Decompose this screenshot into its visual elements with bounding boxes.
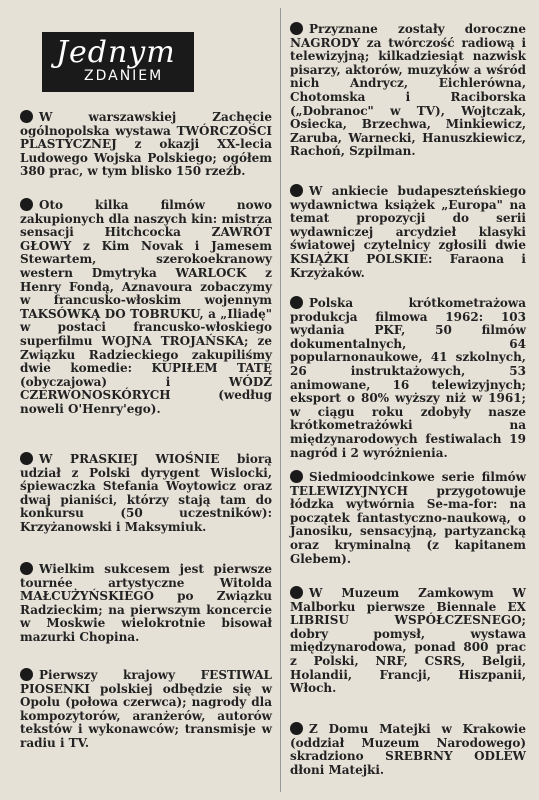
- news-item-text: Z Domu Matejki w Krakowie (oddział Muzeum Narodowego) skradziono SREBRNY ODLEW dłoni Matejki.: [290, 722, 526, 777]
- news-item: [290, 722, 526, 777]
- bullet-icon: [20, 452, 33, 465]
- bullet-icon: [20, 668, 33, 681]
- news-item-text: W PRASKIEJ WIOŚNIE biorą udział z Polski dyrygent Wislocki, śpiewaczka Stefania Woytowicz oraz dwaj pianiści, którzy stają tam do konkursu (50 uczestników): Krzyżanowski i Maksymiuk.: [20, 452, 272, 534]
- bullet-icon: [290, 296, 303, 309]
- news-item: [20, 668, 272, 751]
- news-item: [290, 470, 526, 566]
- bullet-icon: [290, 722, 303, 735]
- column-divider: [280, 8, 281, 792]
- news-item: [20, 198, 272, 417]
- news-item-text: Polska krótkometrażowa produkcja filmowa 1962: 103 wydania PKF, 50 filmów dokumentalnych, 64 popularnonaukowe, 41 szkolnych, 26 instruktażowych, 53 animowane, 16 telewizyjnych; eksport o 80% wyższy niż w 1961; w ciągu roku zdobyły nasze krótkometrażówki na międzynarodowych festiwalach 19 nagród i 2 wyróżnienia.: [290, 296, 526, 460]
- bullet-icon: [290, 22, 303, 35]
- bullet-icon: [20, 562, 33, 575]
- bullet-icon: [20, 198, 33, 211]
- news-item-text: W warszawskiej Zachęcie ogólnopolska wystawa TWÓRCZOŚCI PLASTYCZNEJ z okazji XX-lecia Ludowego Wojska Polskiego; ogółem 380 prac, w tym blisko 150 rzeźb.: [20, 110, 272, 179]
- news-item: [290, 22, 526, 159]
- masthead-title: Jednym: [56, 35, 176, 70]
- news-item-text: Pierwszy krajowy FESTIWAL PIOSENKI polskiej odbędzie się w Opolu (połowa czerwca); nagrody dla kompozytorów, aranżerów, autorów tekstów i wykonawców; transmisje w radiu i TV.: [20, 668, 272, 750]
- news-item: [290, 184, 526, 280]
- bullet-icon: [290, 586, 303, 599]
- news-item-text: W Muzeum Zamkowym W Malborku pierwsze Biennale EX LIBRISU WSPÓŁCZESNEGO; dobry pomysł, wystawa międzynarodowa, ponad 800 prac z Polski, NRF, CSRS, Belgii, Holandii, Francji, Hiszpanii, Włoch.: [290, 586, 526, 696]
- news-item-text: Przyznane zostały doroczne NAGRODY za twórczość radiową i telewizyjną; kilkadziesiąt nazwisk pisarzy, aktorów, muzyków a wśród nich Andrycz, Eichlerówna, Chotomska i Raciborska („Dobranoc" w TV), Wojtczak, Osiecka, Brzechwa, Minkiewicz, Zaruba, Warnecki, Hanuszkiewicz, Rachoń, Szpilman.: [290, 22, 526, 159]
- news-item: [20, 452, 272, 535]
- news-item: [20, 110, 272, 179]
- bullet-icon: [290, 184, 303, 197]
- news-item: [290, 296, 526, 460]
- news-item-text: Wielkim sukcesem jest pierwsze tournée artystyczne Witolda MAŁCUŻYŃSKIEGO po Związku Radzieckim; na pierwszym koncercie w Moskwie wielokrotnie bisował mazurki Chopina.: [20, 562, 272, 644]
- news-item-text: Siedmioodcinkowe serie filmów TELEWIZYJNYCH przygotowuje łódzka wytwórnia Se-ma-for: na początek fantastyczno-naukową, o Janosiku, sensacyjną, partyzancką oraz kryminalną (z kapitanem Glebem).: [290, 470, 526, 566]
- bullet-icon: [290, 470, 303, 483]
- section-masthead: [42, 32, 194, 92]
- news-item: [290, 586, 526, 696]
- news-item-text: Oto kilka filmów nowo zakupionych dla naszych kin: mistrza sensacji Hitchcocka ZAWRÓT GŁOWY z Kim Novak i Jamesem Stewartem, szerokoekranowy western Dmytryka WARLOCK z Henry Fondą, Aznavoura zobaczymy w francusko-włoskim wojennym TAKSÓWKĄ DO TOBRUKU, a „Iliadę" w postaci francusko-włoskiego superfilmu WOJNA TROJAŃSKA; ze Związku Radzieckiego zakupiliśmy dwie komedie: KUPIŁEM TATĘ (obyczajowa) i WÓDZ CZERWONOSKÓRYCH (według noweli O'Henry'ego).: [20, 198, 272, 416]
- news-item-text: W ankiecie budapeszteńskiego wydawnictwa książek „Europa" na temat propozycji do serii wydawniczej arcydzieł klasyki światowej czytelnicy zgłosili dwie KSIĄŻKI POLSKIE: Faraona i Krzyżaków.: [290, 184, 526, 280]
- bullet-icon: [20, 110, 33, 123]
- masthead-subtitle: ZDANIEM: [84, 68, 164, 84]
- news-item: [20, 562, 272, 645]
